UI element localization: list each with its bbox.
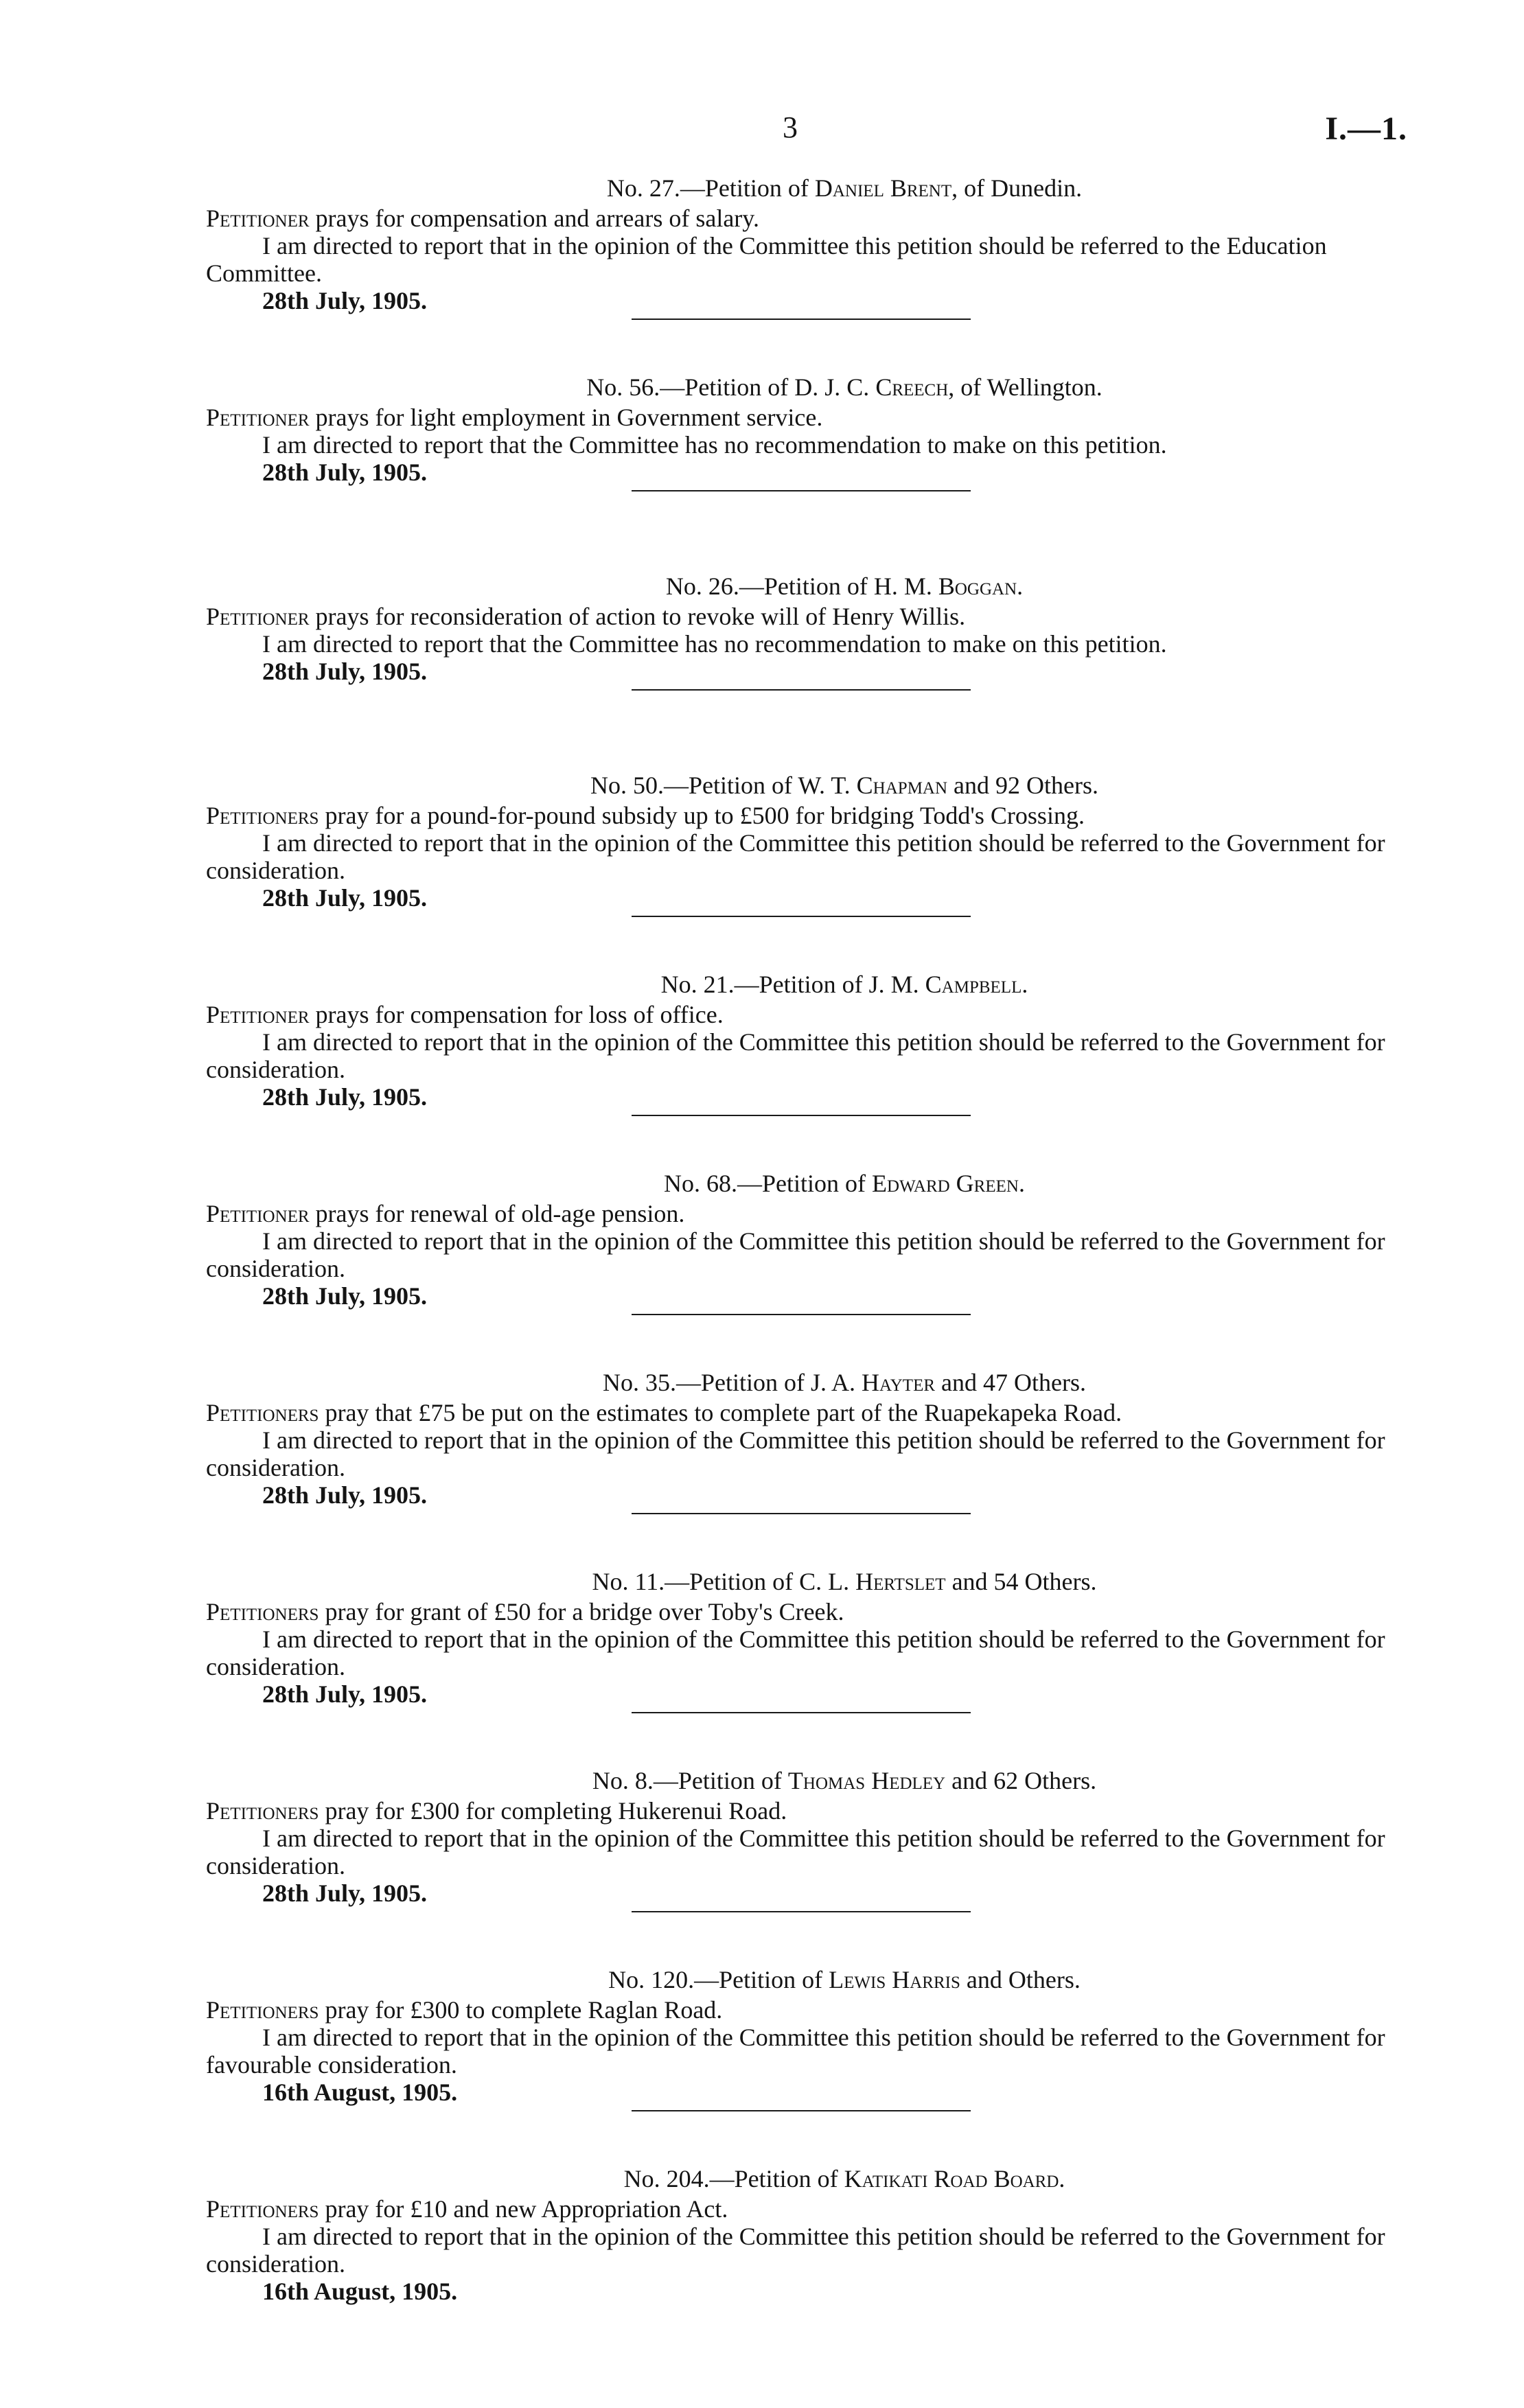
report-date: 28th July, 1905. [262,884,428,912]
petition-heading-prefix: No. 27.—Petition of [606,174,815,202]
section-divider [632,490,971,491]
report-date: 28th July, 1905. [262,287,428,314]
prayer-text: pray for grant of £50 for a bridge over Toby's Creek. [319,1598,844,1625]
petition-entry [206,1366,1400,1565]
report-date: 28th July, 1905. [262,658,428,685]
page-number: 3 [783,111,798,144]
petitioner-name: Thomas Hedley [787,1767,946,1794]
petition-entry [206,1565,1400,1764]
petition-heading-prefix: No. 56.—Petition of D. J. C. [586,373,876,401]
petition-heading [206,968,1400,1001]
prayer-text: pray for a pound-for-pound subsidy up to £500 for bridging Todd's Crossing. [319,802,1085,829]
petitioner-name: Creech [875,373,949,401]
petition-entry [206,172,1400,371]
petition-prayer [206,603,1400,630]
petition-prayer [206,1399,1400,1426]
petition-heading [206,371,1400,404]
section-divider [632,1712,971,1713]
petition-heading [206,1565,1400,1598]
prayer-lead: Petitioner [206,603,310,630]
petition-heading-suffix: and Others. [960,1966,1081,1993]
committee-report: I am directed to report that in the opinion of the Committee this petition should be referred to the Government for consideration. [206,1227,1385,1282]
petition-heading-prefix: No. 120.—Petition of [608,1966,829,1993]
committee-report: I am directed to report that in the opinion of the Committee this petition should be referred to the Government for consideration. [206,1825,1385,1879]
prayer-text: prays for renewal of old-age pension. [309,1200,685,1227]
prayer-text: prays for compensation and arrears of salary. [309,205,759,232]
petition-heading-suffix: and 54 Others. [945,1568,1097,1595]
petition-heading [206,1764,1400,1797]
petition-heading-suffix: . [1021,971,1028,998]
committee-report: I am directed to report that in the opinion of the Committee this petition should be referred to the Education Committee. [206,232,1327,287]
report-date: 28th July, 1905. [262,1680,428,1708]
petition-heading-suffix: and 62 Others. [945,1767,1097,1794]
petitioner-name: Hayter [862,1369,936,1396]
petition-prayer [206,1001,1400,1028]
petition-prayer [206,205,1400,232]
petition-heading-prefix: No. 50.—Petition of W. T. [590,772,857,799]
prayer-text: prays for compensation for loss of office. [309,1001,724,1028]
section-divider [632,1911,971,1912]
prayer-text: pray that £75 be put on the estimates to complete part of the Ruapekapeka Road. [319,1399,1122,1426]
committee-report: I am directed to report that in the opinion of the Committee this petition should be referred to the Government for consideration. [206,2223,1385,2278]
section-divider [632,1314,971,1315]
petition-entry [206,968,1400,1167]
prayer-lead: Petitioners [206,1996,319,2024]
petition-entry [206,371,1400,570]
report-date: 28th July, 1905. [262,1282,428,1310]
petition-heading-prefix: No. 26.—Petition of H. M. [665,572,938,600]
petition-entry [206,1167,1400,1366]
petitioner-name: Lewis Harris [829,1966,960,1993]
petition-entry [206,769,1400,968]
petition-heading [206,172,1400,205]
petition-heading-suffix: . [1017,572,1024,600]
committee-report: I am directed to report that in the opinion of the Committee this petition should be referred to the Government for consideration. [206,829,1385,884]
petition-heading [206,1963,1400,1996]
petitioner-name: Edward Green [872,1170,1019,1197]
petition-heading-prefix: No. 11.—Petition of C. L. [592,1568,856,1595]
petitioner-name: Chapman [856,772,948,799]
section-divider [632,916,971,917]
petition-heading [206,769,1400,802]
committee-report: I am directed to report that in the opinion of the Committee this petition should be referred to the Government for consideration. [206,1426,1385,1481]
petition-heading-prefix: No. 35.—Petition of J. A. [602,1369,862,1396]
petition-heading-suffix: and 47 Others. [935,1369,1086,1396]
petition-prayer [206,1996,1400,2024]
petition-heading [206,2162,1400,2195]
petitioner-name: Hertslet [855,1568,946,1595]
prayer-lead: Petitioner [206,1200,310,1227]
petition-prayer [206,404,1400,431]
section-divider [632,1513,971,1514]
prayer-lead: Petitioner [206,404,310,431]
petitioner-name: Daniel Brent [814,174,952,202]
petition-heading [206,1366,1400,1399]
report-date: 28th July, 1905. [262,1481,428,1509]
section-divider [632,1115,971,1116]
petition-heading-prefix: No. 8.—Petition of [592,1767,788,1794]
petition-entry [206,570,1400,769]
prayer-text: pray for £10 and new Appropriation Act. [319,2195,728,2223]
petition-heading-prefix: No. 68.—Petition of [664,1170,873,1197]
report-date: 28th July, 1905. [262,459,428,486]
petition-heading [206,570,1400,603]
document-reference: I.—1. [1325,111,1407,147]
prayer-text: pray for £300 for completing Hukerenui Road. [319,1797,787,1825]
prayer-lead: Petitioners [206,802,319,829]
committee-report: I am directed to report that in the opinion of the Committee this petition should be referred to the Government for consideration. [206,1028,1385,1083]
prayer-lead: Petitioners [206,1797,319,1825]
petition-heading-suffix: , of Wellington. [948,373,1102,401]
petition-prayer [206,1598,1400,1625]
petitioner-name: Katikati Road Board [844,2165,1059,2192]
petition-heading-prefix: No. 204.—Petition of [623,2165,844,2192]
petition-entry [206,1963,1400,2162]
petition-entry [206,1764,1400,1963]
petition-heading-suffix: . [1059,2165,1065,2192]
petition-heading-suffix: , of Dunedin. [951,174,1083,202]
petition-prayer [206,1797,1400,1825]
prayer-lead: Petitioners [206,1399,319,1426]
report-date: 28th July, 1905. [262,1879,428,1907]
petition-heading-suffix: . [1018,1170,1025,1197]
section-divider [632,319,971,320]
petitions-list [206,172,1400,2361]
prayer-lead: Petitioner [206,205,310,232]
prayer-lead: Petitioners [206,1598,319,1625]
committee-report: I am directed to report that in the opinion of the Committee this petition should be referred to the Government for consideration. [206,1625,1385,1680]
section-divider [632,2110,971,2111]
committee-report: I am directed to report that the Committee has no recommendation to make on this petition. [262,630,1167,658]
report-date: 16th August, 1905. [262,2278,458,2305]
prayer-text: prays for light employment in Government service. [309,404,823,431]
petition-heading-prefix: No. 21.—Petition of J. M. [660,971,925,998]
committee-report: I am directed to report that the Committee has no recommendation to make on this petition. [262,431,1167,459]
section-divider [632,689,971,691]
petition-prayer [206,2195,1400,2223]
petition-entry [206,2162,1400,2361]
petitioner-name: Boggan [938,572,1017,600]
petition-heading-suffix: and 92 Others. [947,772,1099,799]
petitioner-name: Campbell [925,971,1022,998]
report-date: 16th August, 1905. [262,2079,458,2106]
page-header [0,110,1524,151]
petition-prayer [206,1200,1400,1227]
petition-prayer [206,802,1400,829]
petition-heading [206,1167,1400,1200]
prayer-text: prays for reconsideration of action to revoke will of Henry Willis. [309,603,966,630]
prayer-lead: Petitioner [206,1001,310,1028]
prayer-text: pray for £300 to complete Raglan Road. [319,1996,723,2024]
report-date: 28th July, 1905. [262,1083,428,1111]
prayer-lead: Petitioners [206,2195,319,2223]
committee-report: I am directed to report that in the opinion of the Committee this petition should be referred to the Government for favourable consideration. [206,2024,1385,2079]
